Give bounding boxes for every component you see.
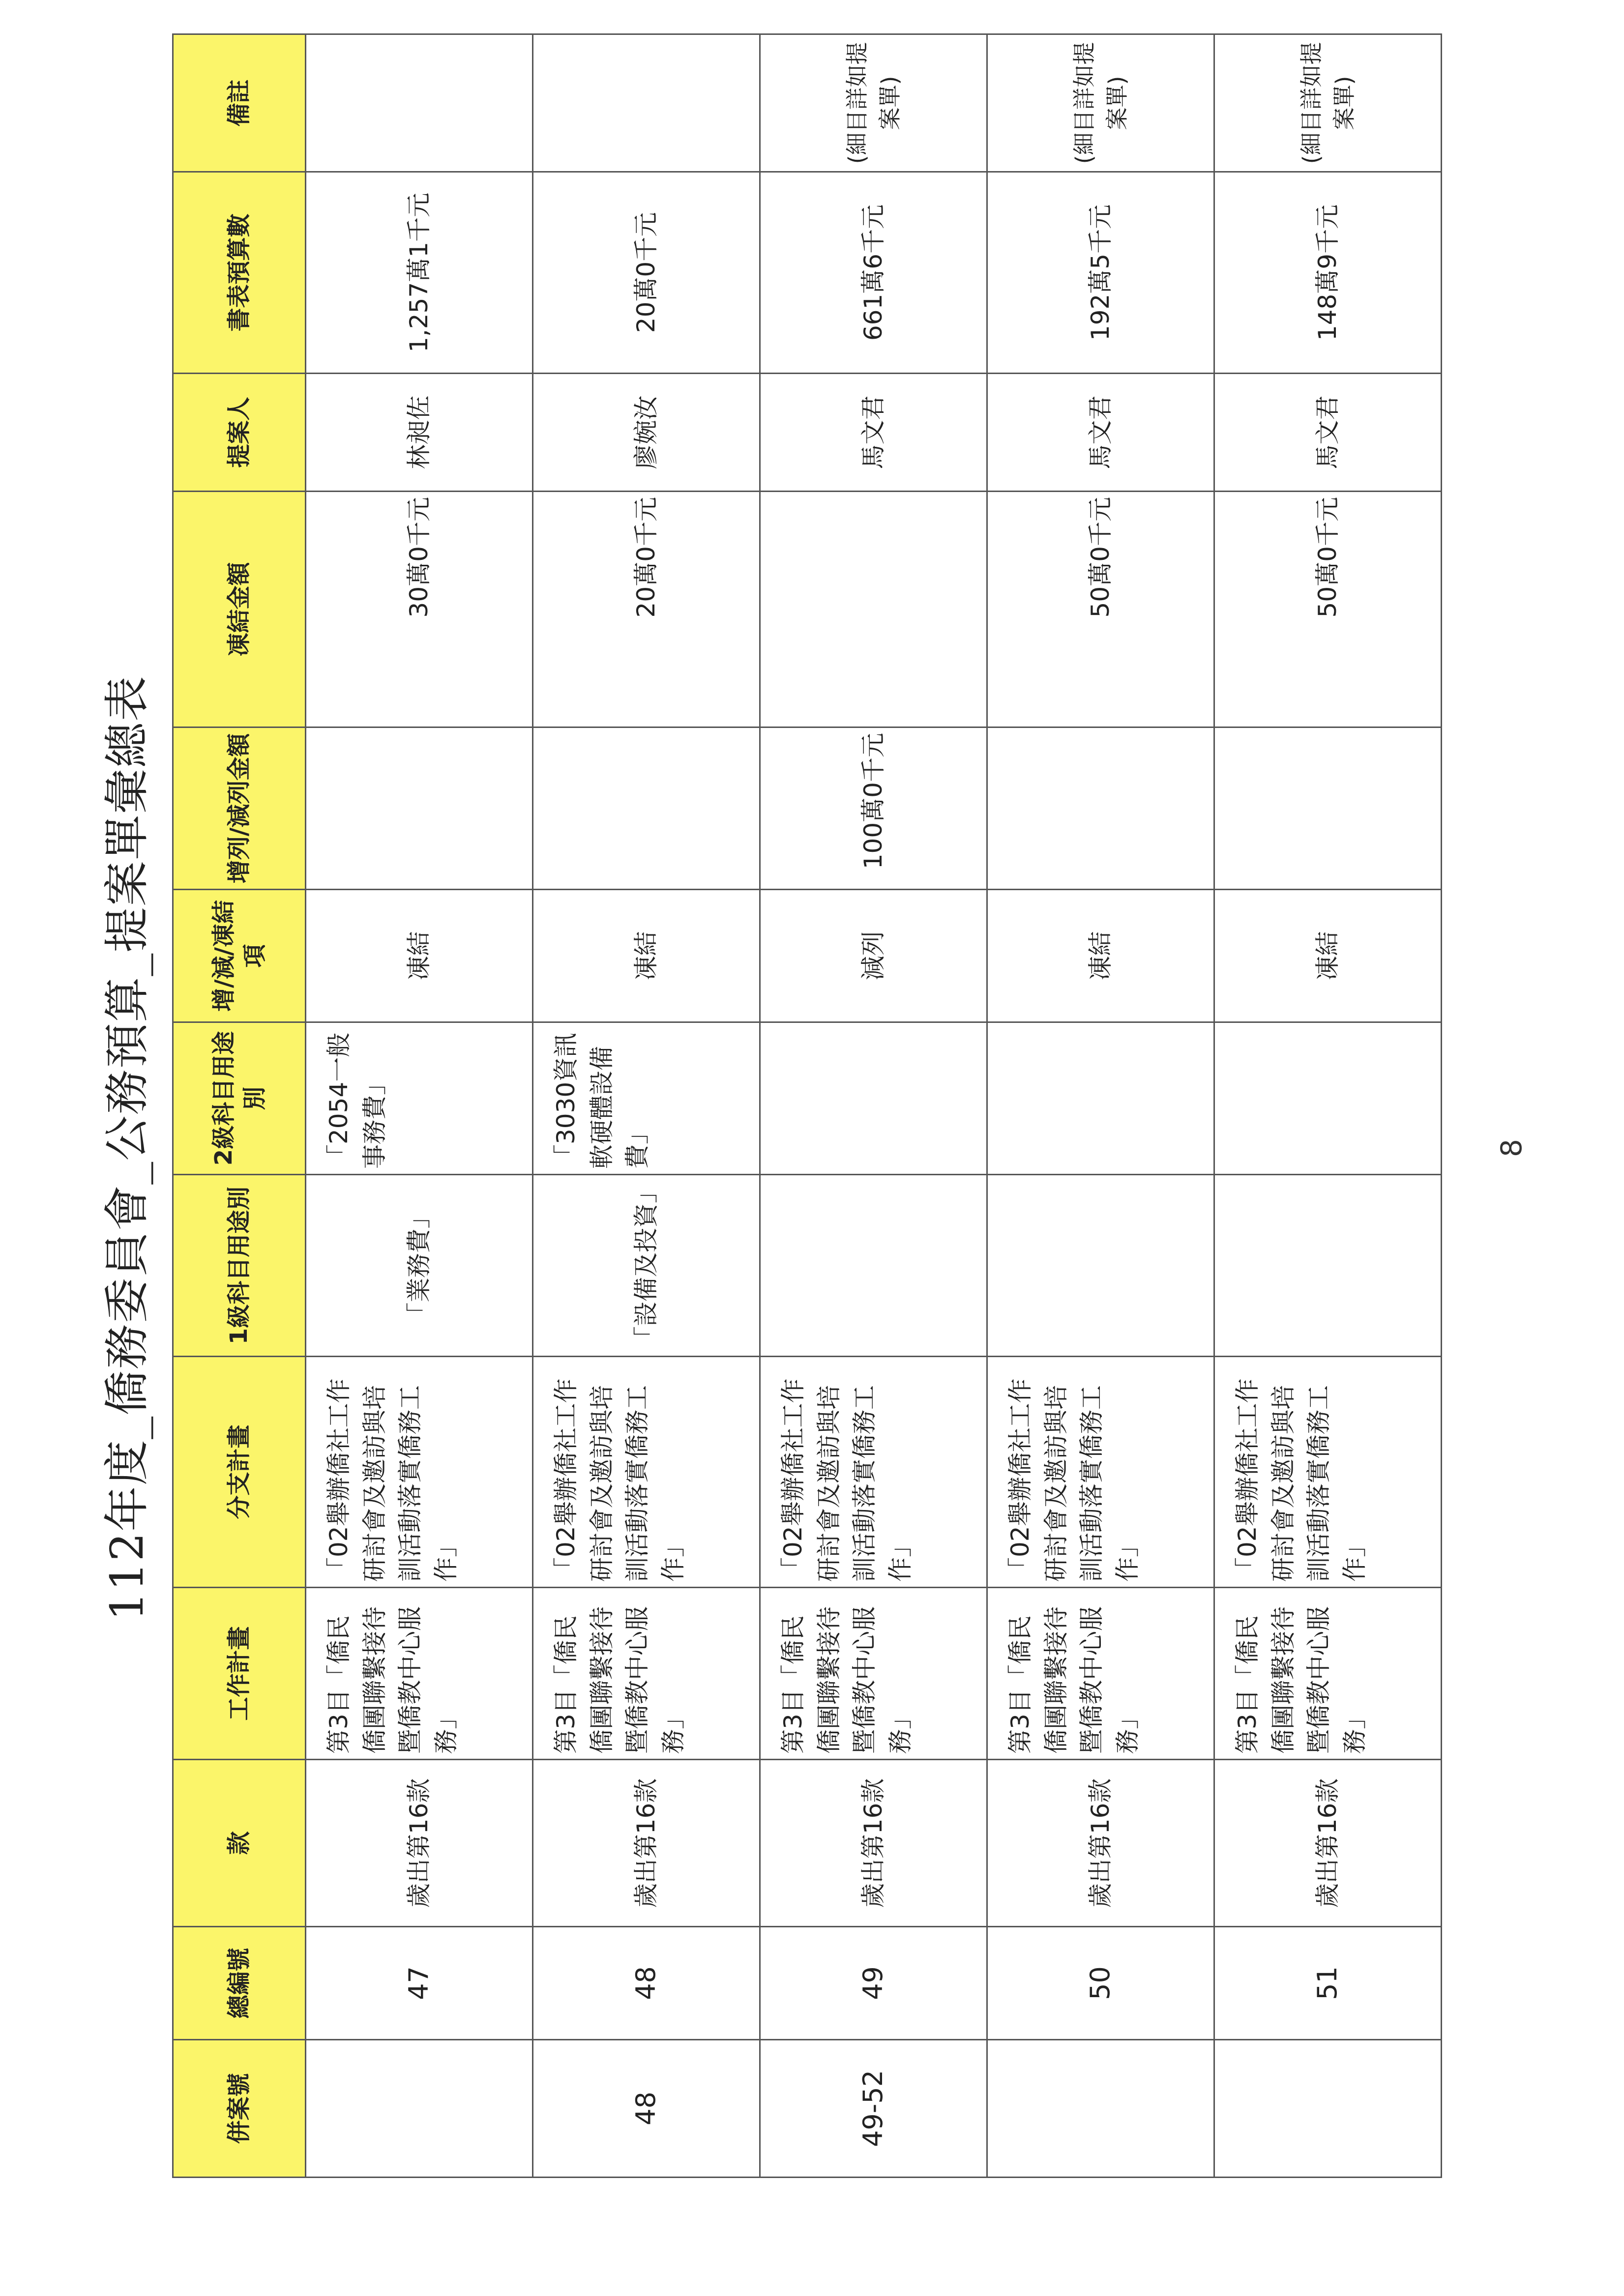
cell-change-amount xyxy=(1214,727,1442,890)
cell-section: 歲出第16款 xyxy=(1214,1760,1442,1927)
cell-work-plan: 第3目「僑民僑團聯繫接待暨僑教中心服務」 xyxy=(760,1588,987,1760)
cell-freeze-amount: 20萬0千元 xyxy=(533,492,760,727)
cell-level2 xyxy=(1214,1022,1442,1175)
cell-change-amount: 100萬0千元 xyxy=(760,727,987,890)
table-row xyxy=(1214,34,1442,2178)
cell-merge-no: 49-52 xyxy=(760,2040,987,2178)
cell-freeze-amount xyxy=(760,492,987,727)
cell-sub-plan: 「02舉辦僑社工作研討會及邀訪與培訓活動落實僑務工作」 xyxy=(760,1357,987,1588)
header-work-plan: 工作計畫 xyxy=(173,1588,306,1760)
cell-section: 歲出第16款 xyxy=(987,1760,1214,1927)
cell-budget: 1,257萬1千元 xyxy=(306,172,533,374)
cell-level2: 「3030資訊軟硬體設備費」 xyxy=(533,1022,760,1175)
cell-serial-no: 51 xyxy=(1214,1927,1442,2040)
cell-sub-plan: 「02舉辦僑社工作研討會及邀訪與培訓活動落實僑務工作」 xyxy=(987,1357,1214,1588)
cell-level2: 「2054一般事務費」 xyxy=(306,1022,533,1175)
table-row xyxy=(987,34,1214,2178)
cell-level1: 「設備及投資」 xyxy=(533,1175,760,1357)
cell-change-amount xyxy=(987,727,1214,890)
cell-budget: 20萬0千元 xyxy=(533,172,760,374)
cell-proposer: 廖婉汝 xyxy=(533,374,760,492)
header-action: 增/減/凍結項 xyxy=(173,890,306,1022)
cell-note: (細目詳如提案單) xyxy=(760,34,987,172)
table-row xyxy=(306,34,533,2178)
cell-proposer: 馬文君 xyxy=(987,374,1214,492)
header-serial-no: 總編號 xyxy=(173,1927,306,2040)
cell-merge-no xyxy=(306,2040,533,2178)
cell-note: (細目詳如提案單) xyxy=(987,34,1214,172)
header-note: 備註 xyxy=(173,34,306,172)
cell-serial-no: 50 xyxy=(987,1927,1214,2040)
cell-note xyxy=(533,34,760,172)
proposal-summary-table xyxy=(172,33,1442,2178)
cell-level1 xyxy=(1214,1175,1442,1357)
header-section: 款 xyxy=(173,1760,306,1927)
header-level2: 2級科目用途別 xyxy=(173,1022,306,1175)
header-budget: 書表預算數 xyxy=(173,172,306,374)
cell-budget: 661萬6千元 xyxy=(760,172,987,374)
header-level1: 1級科目用途別 xyxy=(173,1175,306,1357)
cell-sub-plan: 「02舉辦僑社工作研討會及邀訪與培訓活動落實僑務工作」 xyxy=(533,1357,760,1588)
page-number: 8 xyxy=(1495,1139,1528,1157)
cell-serial-no: 48 xyxy=(533,1927,760,2040)
cell-note: (細目詳如提案單) xyxy=(1214,34,1442,172)
header-freeze-amount: 凍結金額 xyxy=(173,492,306,727)
header-merge-no: 併案號 xyxy=(173,2040,306,2178)
cell-work-plan: 第3目「僑民僑團聯繫接待暨僑教中心服務」 xyxy=(987,1588,1214,1760)
cell-merge-no xyxy=(1214,2040,1442,2178)
cell-action: 凍結 xyxy=(306,890,533,1022)
cell-budget: 148萬9千元 xyxy=(1214,172,1442,374)
cell-section: 歲出第16款 xyxy=(760,1760,987,1927)
cell-merge-no: 48 xyxy=(533,2040,760,2178)
cell-note xyxy=(306,34,533,172)
document-title: 112年度_僑務委員會_公務預算_提案單彙總表 xyxy=(101,675,153,1621)
header-proposer: 提案人 xyxy=(173,374,306,492)
cell-level1 xyxy=(760,1175,987,1357)
cell-proposer: 馬文君 xyxy=(1214,374,1442,492)
cell-budget: 192萬5千元 xyxy=(987,172,1214,374)
cell-sub-plan: 「02舉辦僑社工作研討會及邀訪與培訓活動落實僑務工作」 xyxy=(1214,1357,1442,1588)
cell-level2 xyxy=(987,1022,1214,1175)
cell-work-plan: 第3目「僑民僑團聯繫接待暨僑教中心服務」 xyxy=(306,1588,533,1760)
cell-level1: 「業務費」 xyxy=(306,1175,533,1357)
cell-serial-no: 49 xyxy=(760,1927,987,2040)
cell-level1 xyxy=(987,1175,1214,1357)
cell-merge-no xyxy=(987,2040,1214,2178)
table-row xyxy=(533,34,760,2178)
table-row xyxy=(760,34,987,2178)
cell-serial-no: 47 xyxy=(306,1927,533,2040)
cell-section: 歲出第16款 xyxy=(533,1760,760,1927)
cell-work-plan: 第3目「僑民僑團聯繫接待暨僑教中心服務」 xyxy=(1214,1588,1442,1760)
cell-action: 凍結 xyxy=(533,890,760,1022)
table-header-row xyxy=(173,34,306,2178)
cell-freeze-amount: 50萬0千元 xyxy=(987,492,1214,727)
cell-work-plan: 第3目「僑民僑團聯繫接待暨僑教中心服務」 xyxy=(533,1588,760,1760)
cell-change-amount xyxy=(306,727,533,890)
cell-action: 凍結 xyxy=(987,890,1214,1022)
cell-section: 歲出第16款 xyxy=(306,1760,533,1927)
cell-freeze-amount: 30萬0千元 xyxy=(306,492,533,727)
cell-proposer: 林昶佐 xyxy=(306,374,533,492)
header-sub-plan: 分支計畫 xyxy=(173,1357,306,1588)
header-change-amount: 增列/減列金額 xyxy=(173,727,306,890)
cell-level2 xyxy=(760,1022,987,1175)
cell-action: 減列 xyxy=(760,890,987,1022)
cell-action: 凍結 xyxy=(1214,890,1442,1022)
cell-change-amount xyxy=(533,727,760,890)
cell-sub-plan: 「02舉辦僑社工作研討會及邀訪與培訓活動落實僑務工作」 xyxy=(306,1357,533,1588)
cell-proposer: 馬文君 xyxy=(760,374,987,492)
cell-freeze-amount: 50萬0千元 xyxy=(1214,492,1442,727)
